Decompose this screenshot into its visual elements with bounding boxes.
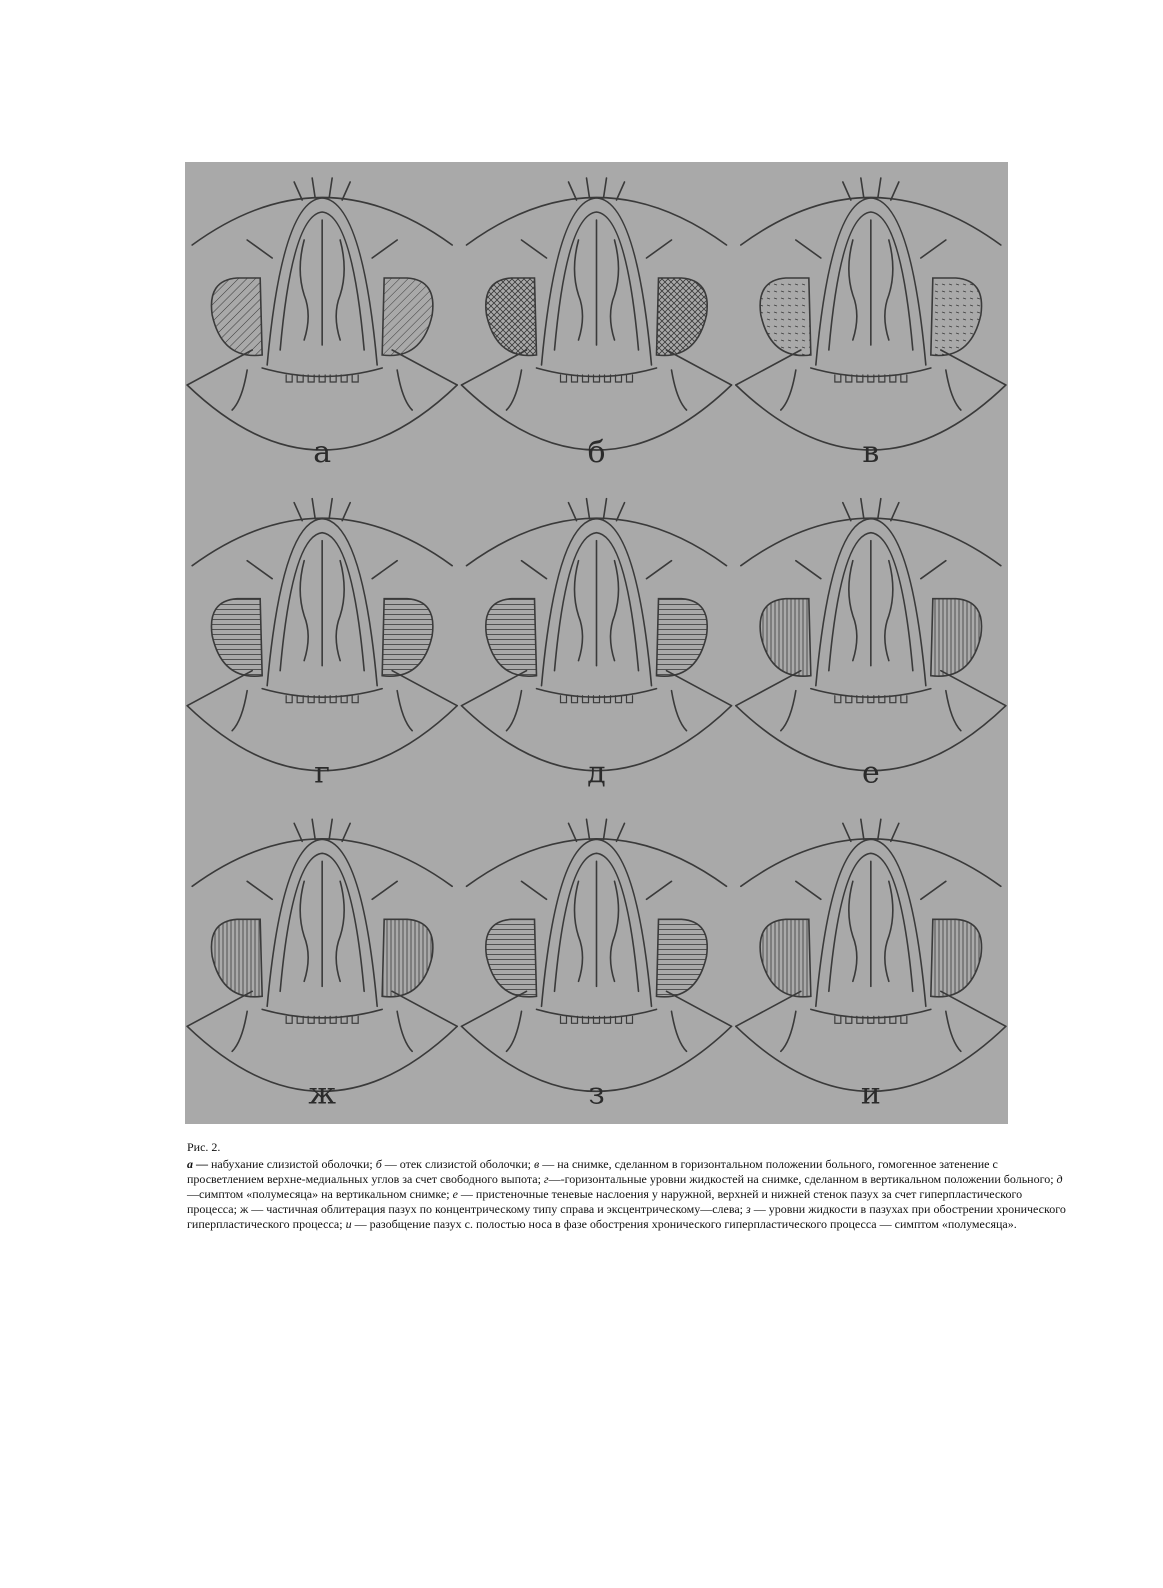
sinus-panel (462, 819, 732, 1111)
sinus-panel (736, 178, 1006, 470)
caption-key-e: е (452, 1187, 458, 1201)
caption-key-zh: ж (239, 1202, 249, 1216)
caption-text-e: пристеночные теневые наслоения у наружной, верхней и нижней стенок пазух за счет гиперпластического процесса; (187, 1187, 1023, 1216)
caption-key-i: и (345, 1217, 352, 1231)
caption-text-d: симптом «полумесяца» на вертикальном снимке; (199, 1187, 450, 1201)
caption-key-b: б (375, 1157, 382, 1171)
caption-key-v: в (534, 1157, 540, 1171)
sinus-panel (736, 819, 1006, 1111)
caption-text-v: на снимке, сделанном в горизонтальном положении больного, гомогенное затенение с просветлением верхне-медиальных углов за счет свободного выпота; (187, 1157, 998, 1186)
caption-text-b: отек слизистой оболочки; (399, 1157, 531, 1171)
sinus-diagram-grid (185, 162, 1008, 1124)
panel-letter: ж (308, 1076, 336, 1112)
caption-key-g: г (543, 1172, 549, 1186)
sinus-panel (462, 499, 732, 791)
panel-letter: и (860, 1076, 881, 1112)
figure-image (185, 162, 1008, 1124)
sinus-panel (736, 499, 1006, 791)
caption-key-z: з (746, 1202, 751, 1216)
caption-text-i: разобщение пазух с. полостью носа в фазе обострения хронического гиперпластического процесса — симптом «полумесяца». (369, 1217, 1017, 1231)
panel-letter: а (313, 435, 332, 470)
figure-caption (187, 1140, 1067, 1232)
caption-text-g: горизонтальные уровни жидкостей на снимке, сделанном в вертикальном положении больного; (564, 1172, 1054, 1186)
sinus-panel (187, 819, 457, 1111)
panel-letter: б (587, 435, 606, 470)
sinus-panel (462, 178, 732, 470)
panel-letter: е (861, 755, 880, 791)
caption-text-z: уровни жидкости в пазухах при обострении хронического гиперпластического процесса; (187, 1202, 1066, 1231)
caption-body: а — набухание слизистой оболочки; б — отек слизистой оболочки; в — на снимке, сделанном в горизонтальном положении больного, гомогенное затенение с просветлением верхне-медиальных углов за счет свободного выпота; г—-горизонтальные уровни жидкостей на снимке, сделанном в вертикальном положении больного; д—симптом «полумесяца» на вертикальном снимке; е — пристеночные теневые наслоения у наружной, верхней и нижней стенок пазух за счет гиперпластического процесса; ж — частичная облитерация пазух по концентрическому типу справа и эксцентрическому—слева; з — уровни жидкости в пазухах при обострении хронического гиперпластического процесса; и — разобщение пазух с. полостью носа в фазе обострения хронического гиперпластического процесса — симптом «полумесяца». (187, 1157, 1066, 1231)
caption-label: Рис. 2. (187, 1140, 221, 1154)
sinus-panel (187, 178, 457, 470)
panel-letter: г (314, 755, 331, 791)
caption-key-d: д (1056, 1172, 1063, 1186)
panel-letter: в (862, 435, 880, 470)
sinus-panel (187, 499, 457, 791)
panel-letter: з (588, 1076, 605, 1112)
caption-text-a: набухание слизистой оболочки; (211, 1157, 373, 1171)
panel-letter: д (587, 755, 606, 791)
caption-key-a: а (187, 1157, 193, 1171)
caption-text-zh: частичная облитерация пазух по концентрическому типу справа и эксцентрическому—слева; (266, 1202, 744, 1216)
